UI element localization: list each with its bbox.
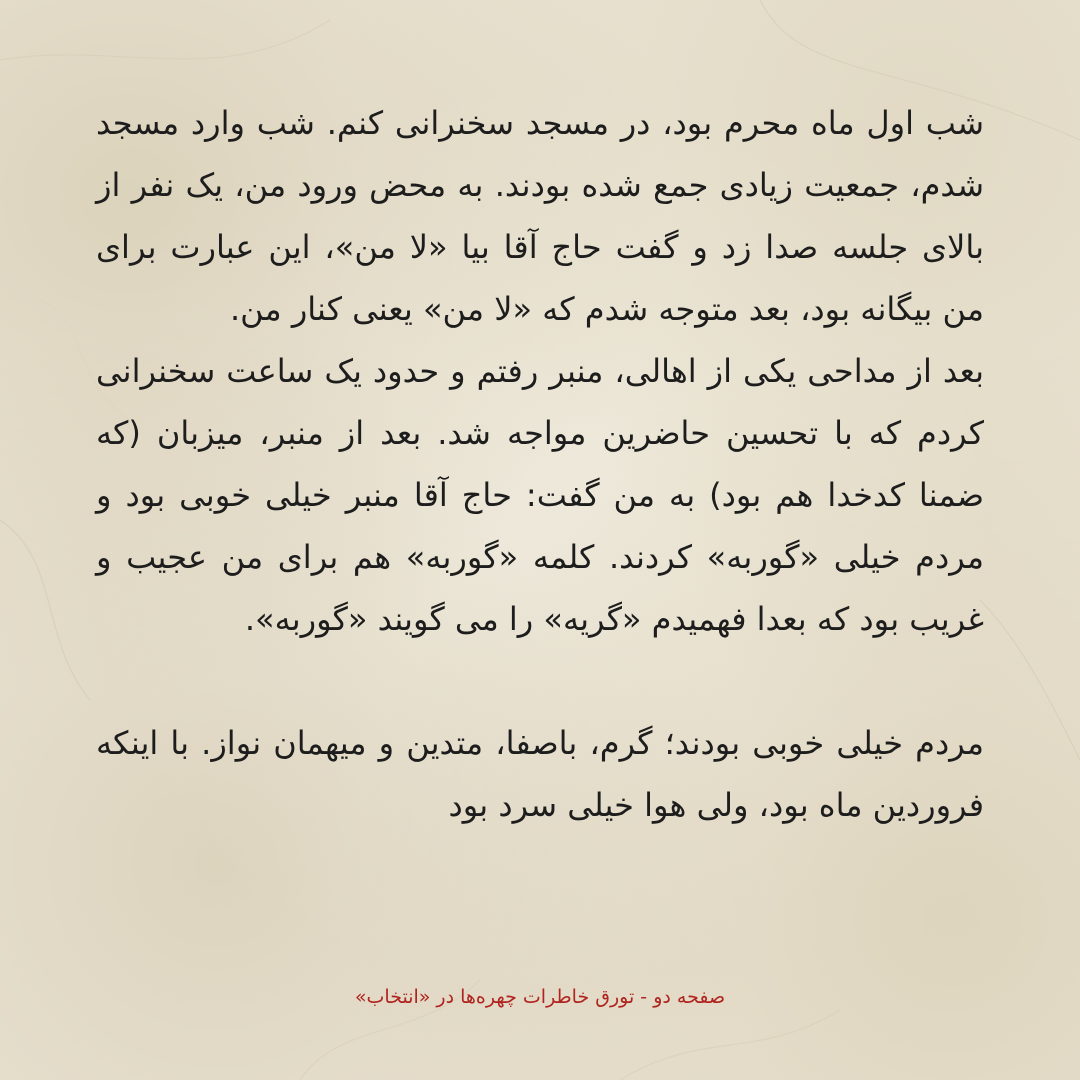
paragraph-spacer [96, 650, 984, 712]
article-body [96, 92, 984, 836]
paragraph-3: مردم خیلی خوبی بودند؛ گرم، باصفا، متدین و میهمان نواز. با اینکه فروردین ماه بود، ولی هوا خیلی سرد بود [96, 724, 984, 824]
footer-caption: صفحه دو - تورق خاطرات چهره‌ها در «انتخاب» [354, 986, 726, 1008]
paragraph-1: شب اول ماه محرم بود، در مسجد سخنرانی کنم. شب وارد مسجد شدم، جمعیت زیادی جمع شده بودند. به محض ورود من، یک نفر از بالای جلسه صدا زد و گفت حاج آقا بیا «لا من»، این عبارت برای من بیگانه بود، بعد متوجه شدم که «لا من» یعنی کنار من. [96, 104, 984, 328]
paragraph-2: بعد از مداحی یکی از اهالی، منبر رفتم و حدود یک ساعت سخنرانی کردم که با تحسین حاضرین مواجه شد. بعد از منبر، میزبان (که ضمنا کدخدا هم بود) به من گفت: حاج آقا منبر خیلی خوبی بود و مردم خیلی «گوربه» کردند. کلمه «گوربه» هم برای من عجیب و غریب بود که بعدا فهمیدم «گریه» را می گویند «گوربه». [96, 352, 984, 638]
